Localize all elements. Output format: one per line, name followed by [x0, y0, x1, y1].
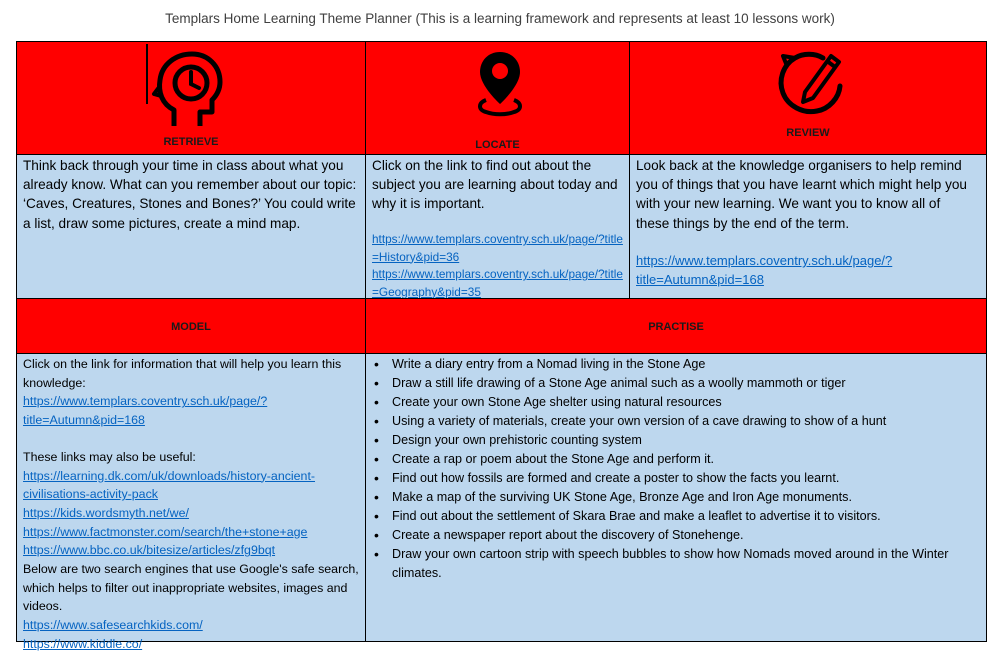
practise-label: PRACTISE — [648, 321, 704, 333]
locate-text: Click on the link to find out about the subject you are learning about today and why it is important. — [372, 158, 618, 212]
practise-header — [365, 298, 987, 354]
model-cell — [16, 353, 366, 651]
list-item: • Using a variety of materials, create your own version of a cave drawing to show of a hunt — [368, 412, 978, 431]
model-label: MODEL — [171, 321, 211, 333]
list-item: • Create your own Stone Age shelter using natural resources — [368, 393, 978, 412]
useful-link-dk[interactable]: https://learning.dk.com/uk/downloads/history-ancient-civilisations-activity-pack — [23, 468, 316, 502]
list-item: • Find out how fossils are formed and create a poster to show the facts you learnt. — [368, 469, 978, 488]
list-item: • Make a map of the surviving UK Stone Age, Bronze Age and Iron Age monuments. — [368, 488, 978, 507]
history-link[interactable]: https://www.templars.coventry.sch.uk/page/?title=History&pid=36 — [372, 232, 623, 264]
locate-label: LOCATE — [475, 139, 520, 151]
list-item: • Find out about the settlement of Skara Brae and make a leaflet to advertise it to visitors. — [368, 507, 978, 526]
list-item: • Draw a still life drawing of a Stone Age animal such as a woolly mammoth or tiger — [368, 374, 978, 393]
useful-link-bbc[interactable]: https://www.bbc.co.uk/bitesize/articles/zfg9bqt — [23, 543, 276, 558]
review-header — [629, 41, 987, 155]
safesearchkids-link[interactable]: https://www.safesearchkids.com/ — [23, 618, 203, 633]
locate-cell — [365, 154, 630, 299]
geography-link[interactable]: https://www.templars.coventry.sch.uk/page/?title=Geography&pid=35 — [372, 267, 623, 299]
page-title: Templars Home Learning Theme Planner (This is a learning framework and represents at least 10 lessons work) — [165, 11, 835, 26]
header-divider — [146, 44, 148, 104]
planner-table — [16, 41, 987, 651]
review-label: REVIEW — [786, 127, 830, 139]
list-item: • Draw your own cartoon strip with speech bubbles to show how Nomads moved around in the Winter climates. — [368, 545, 978, 583]
useful-heading: These links may also be useful: — [23, 449, 196, 464]
list-item: • Create a newspaper report about the discovery of Stonehenge. — [368, 526, 978, 545]
model-intro: Click on the link for information that will help you learn this knowledge: — [23, 357, 342, 390]
list-item: • Create a rap or poem about the Stone Age and perform it. — [368, 450, 978, 469]
list-item: • Write a diary entry from a Nomad living in the Stone Age — [368, 355, 978, 374]
review-link[interactable]: https://www.templars.coventry.sch.uk/page/?title=Autumn&pid=168 — [636, 253, 893, 288]
model-content — [23, 355, 363, 654]
retrieve-header — [16, 41, 366, 155]
retrieve-text: Think back through your time in class about what you already know. What can you remember about our topic: ‘Caves, Creatures, Stones and Bones?’ You could write a list, draw some pictures, create a mind map. — [23, 158, 357, 231]
review-text: Look back at the knowledge organisers to help remind you of things that you have learnt which might help you with your new learning. We want you to know all of these things by the end of the term. — [636, 158, 967, 231]
pencil-refresh-icon — [775, 48, 845, 118]
model-header — [16, 298, 366, 354]
locate-links — [372, 231, 627, 301]
retrieve-label: RETRIEVE — [163, 136, 219, 148]
practise-cell — [365, 353, 987, 642]
list-item: • Design your own prehistoric counting system — [368, 431, 978, 450]
review-cell — [629, 154, 987, 299]
location-pin-icon — [476, 50, 524, 116]
useful-link-wordsmyth[interactable]: https://kids.wordsmyth.net/we/ — [23, 505, 189, 520]
retrieve-cell — [16, 154, 366, 299]
search-engines-text: Below are two search engines that use Google's safe search, which helps to filter out inappropriate websites, images and videos. — [23, 562, 359, 614]
practise-task-list — [368, 355, 978, 583]
kiddle-link[interactable]: https://www.kiddle.co/ — [23, 636, 143, 651]
useful-link-factmonster[interactable]: https://www.factmonster.com/search/the+stone+age — [23, 524, 308, 539]
locate-header — [365, 41, 630, 155]
head-clock-icon — [152, 50, 226, 130]
model-main-link[interactable]: https://www.templars.coventry.sch.uk/page/?title=Autumn&pid=168 — [23, 394, 268, 428]
